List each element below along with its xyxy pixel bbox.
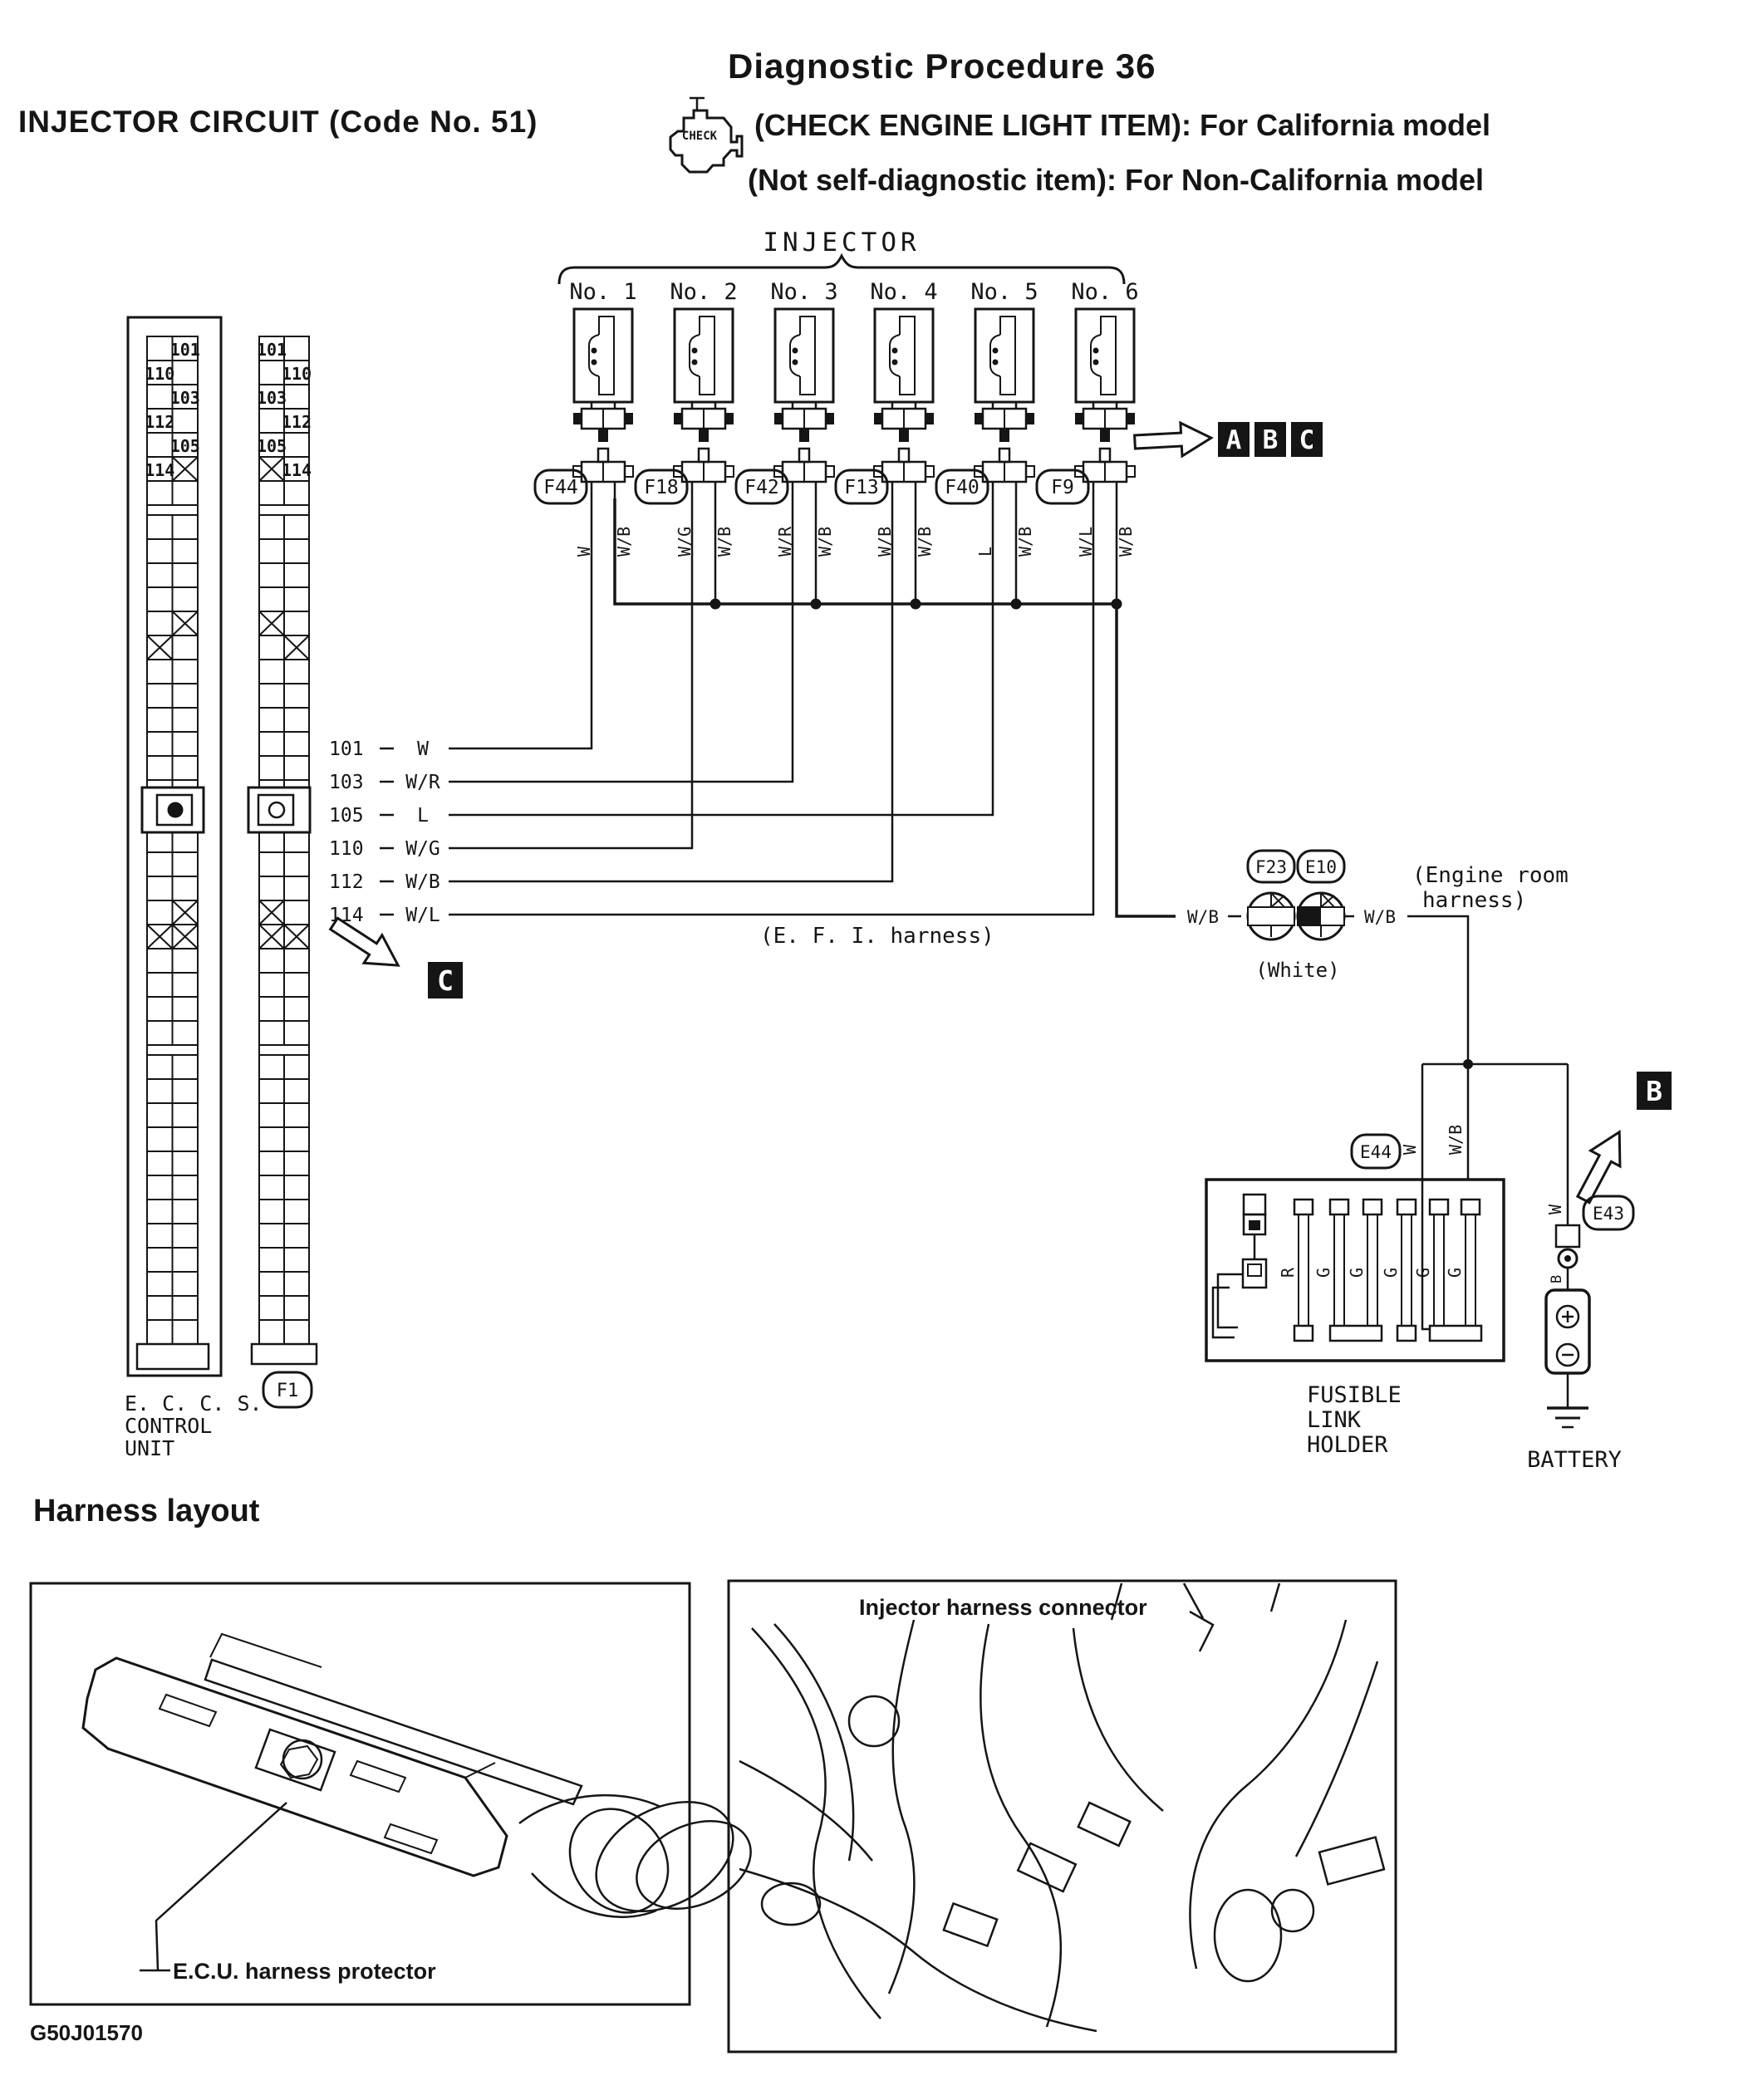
pin-row-103 (329, 772, 440, 793)
connector-color-note: (White) (1255, 959, 1340, 982)
wire-color: W/B (1364, 907, 1396, 927)
link-color-r: R (1278, 1267, 1298, 1278)
wire-color-supply: W/B (815, 526, 835, 557)
svg-text:110: 110 (145, 364, 175, 384)
engine-room-harness-label-1: (Engine room (1412, 863, 1569, 888)
battery-chain (1527, 1196, 1633, 1473)
wire-color-signal: W/G (675, 526, 695, 557)
connector-label: E44 (1360, 1142, 1392, 1162)
link-color-g: G (1381, 1267, 1401, 1278)
wire-color-b: B (1549, 1274, 1565, 1283)
svg-text:101: 101 (256, 340, 287, 360)
injector-no-1 (535, 279, 637, 557)
wire-color: W/B (405, 871, 440, 893)
connector-label: F40 (945, 477, 980, 498)
check-icon-label: CHECK (681, 130, 718, 143)
svg-text:103: 103 (169, 388, 200, 408)
injector-label: No. 1 (569, 279, 637, 305)
injector-no-3 (736, 279, 838, 557)
non-california-note: (Not self-diagnostic item): For Non-California model (748, 163, 1485, 197)
pin-row-101 (329, 738, 429, 760)
battery-label: BATTERY (1527, 1447, 1622, 1473)
eccs-label-1: E. C. C. S. (125, 1391, 263, 1416)
connector-label: F1 (276, 1381, 299, 1401)
fusible-link-holder (1206, 1180, 1504, 1458)
wire-color-signal: W/R (775, 526, 795, 557)
svg-text:105: 105 (169, 436, 200, 456)
holder-label-2: LINK (1307, 1407, 1362, 1433)
injector-no-5 (936, 279, 1038, 557)
callout-c: C (1299, 425, 1315, 455)
ecu-pin-wires (329, 498, 1093, 926)
eccs-label-2: CONTROL (125, 1414, 213, 1438)
battery-symbol (1546, 1290, 1589, 1373)
wire-color: W/B (1187, 907, 1219, 927)
callout-arrow (1134, 421, 1212, 459)
wire-color-signal: W/L (1076, 526, 1096, 557)
svg-text:112: 112 (281, 412, 312, 432)
fusible-links (1278, 1200, 1481, 1341)
ecu-connector-grid-left (145, 336, 200, 1344)
connector-label: F13 (844, 477, 879, 498)
wire-color-supply: W/B (714, 526, 734, 557)
wire-color: W (417, 738, 429, 760)
link-color-g: G (1445, 1267, 1465, 1278)
link-color-g: G (1413, 1267, 1433, 1278)
grid-base-left (137, 1344, 209, 1369)
harness-connector-grid-right (257, 336, 312, 1344)
junction-connectors (1187, 851, 1569, 982)
svg-text:103: 103 (256, 388, 287, 408)
wire-color: L (417, 805, 429, 827)
pin-number: 103 (329, 772, 364, 793)
holder-label-1: FUSIBLE (1307, 1382, 1402, 1408)
pin-number: 101 (329, 738, 364, 760)
svg-text:114: 114 (145, 460, 175, 480)
circuit-title: INJECTOR CIRCUIT (Code No. 51) (18, 105, 538, 139)
pin-row-110 (329, 838, 440, 860)
wire-color-w: W (1545, 1204, 1565, 1214)
pin-number: 105 (329, 805, 364, 827)
wire-color-w: W (1400, 1144, 1420, 1155)
pin-row-112 (329, 871, 440, 893)
wire-color-supply: W/B (1015, 526, 1035, 557)
ecu-harness-protector-figure (31, 1583, 764, 2004)
injector-no-2 (636, 279, 738, 557)
callout-b-letter: B (1646, 1075, 1662, 1107)
svg-text:101: 101 (169, 340, 200, 360)
wire-color: W/L (405, 905, 440, 926)
injector-label: No. 6 (1071, 279, 1139, 305)
grid-marker-left (142, 788, 204, 832)
link-color-g: G (1347, 1267, 1367, 1278)
pin-row-105 (329, 805, 429, 827)
injector-no-4 (836, 279, 938, 557)
pin-number: 110 (329, 838, 364, 860)
callout-a: A (1225, 425, 1242, 455)
wire-color-signal: L (975, 546, 995, 557)
harness-layout-heading: Harness layout (33, 1494, 260, 1528)
injector-label: No. 5 (970, 279, 1038, 305)
connector-label: F44 (543, 477, 578, 498)
efi-harness-label: (E. F. I. harness) (760, 924, 994, 949)
svg-text:112: 112 (145, 412, 175, 432)
wire-color: W/R (405, 772, 440, 793)
brace (559, 256, 1124, 284)
wire-color-supply: W/B (614, 526, 634, 557)
grid-base-right (252, 1344, 317, 1364)
callout-abc (1134, 421, 1323, 459)
callout-c-letter: C (437, 964, 454, 997)
injector-connector-caption: Injector harness connector (859, 1595, 1147, 1620)
wire-color-supply: W/B (915, 526, 935, 557)
connector-label: E10 (1305, 857, 1337, 877)
engine-room-harness-label-2: harness) (1422, 888, 1527, 913)
link-color-g: G (1313, 1267, 1333, 1278)
holder-label-3: HOLDER (1307, 1432, 1388, 1458)
wire-color-signal: W (574, 546, 594, 557)
pin-number: 112 (329, 871, 364, 893)
injector-group-label: INJECTOR (763, 228, 921, 258)
connector-label: F42 (744, 477, 779, 498)
callout-c-arrow (325, 910, 407, 979)
callout-b-arrow (1569, 1124, 1634, 1207)
wire-color-signal: W/B (875, 526, 895, 557)
wire-color-wb: W/B (1446, 1124, 1466, 1155)
injector-harness-connector-figure (729, 1581, 1396, 2052)
injector-no-6 (1037, 279, 1139, 557)
pin-number: 114 (329, 905, 364, 926)
connector-label: F23 (1255, 857, 1287, 877)
ecu-protector-caption: E.C.U. harness protector (173, 1959, 436, 1984)
wire-color: W/G (405, 838, 440, 860)
supply-bus (615, 498, 1176, 916)
eccs-label-3: UNIT (125, 1436, 175, 1460)
svg-text:114: 114 (281, 460, 312, 480)
grid-marker-right (248, 788, 310, 832)
figure-code: G50J01570 (30, 2020, 143, 2045)
connector-label: F9 (1051, 477, 1074, 498)
injector-label: No. 3 (770, 279, 838, 305)
connector-label: F18 (644, 477, 679, 498)
wire-color-supply: W/B (1116, 526, 1136, 557)
injector-label: No. 4 (870, 279, 938, 305)
page-title: Diagnostic Procedure 36 (728, 47, 1156, 86)
injector-label: No. 2 (670, 279, 738, 305)
check-engine-note: (CHECK ENGINE LIGHT ITEM): For California model (754, 108, 1491, 142)
callout-b: B (1262, 425, 1279, 455)
svg-text:110: 110 (281, 364, 312, 384)
connector-label: E43 (1593, 1204, 1624, 1224)
svg-text:105: 105 (256, 436, 287, 456)
